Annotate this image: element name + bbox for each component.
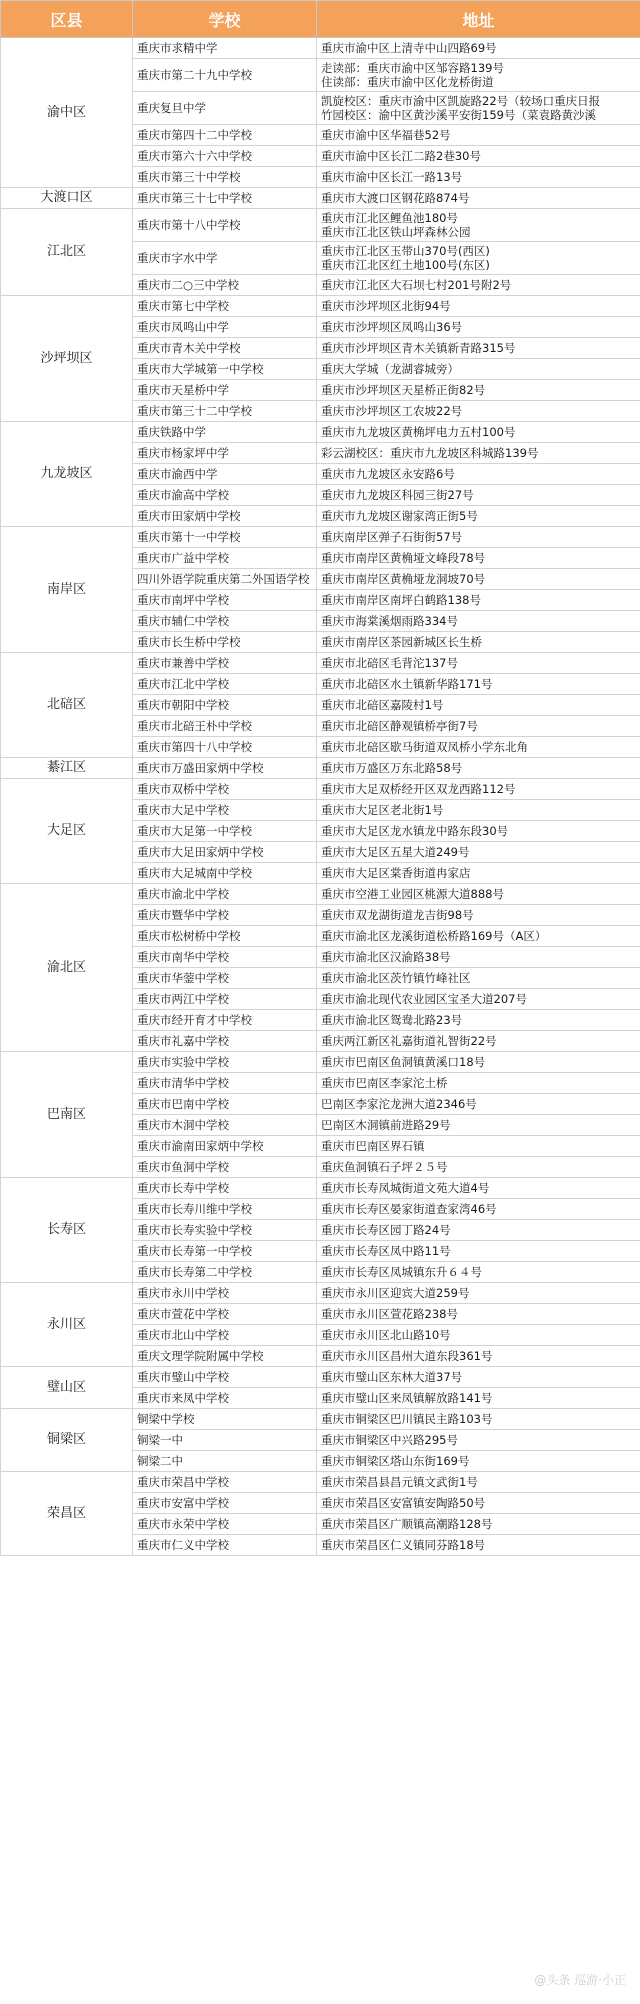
address-line: 重庆市荣昌区安富镇安陶路50号 — [321, 1496, 486, 1510]
address-cell — [317, 1472, 640, 1493]
address-line: 重庆市沙坪坝区北街94号 — [321, 299, 451, 313]
address-line: 重庆市沙坪坝区青木关镇新青路315号 — [321, 341, 516, 355]
district-cell: 綦江区 — [1, 758, 133, 779]
address-line: 重庆市渝北现代农业园区宝圣大道207号 — [321, 992, 527, 1006]
address-cell — [317, 338, 640, 359]
address-line: 重庆市长寿凤城街道文苑大道4号 — [321, 1181, 490, 1195]
table-row — [1, 653, 640, 674]
address-line: 重庆市沙坪坝区凤鸣山36号 — [321, 320, 463, 334]
district-cell: 渝中区 — [1, 38, 133, 188]
address-line: 走读部：重庆市渝中区邹容路139号 — [321, 61, 504, 75]
school-cell: 重庆市南华中学校 — [133, 947, 317, 968]
address-line: 重庆市江北区大石坝七村201号附2号 — [321, 278, 512, 292]
table-row — [1, 209, 640, 242]
school-cell: 重庆市仁义中学校 — [133, 1535, 317, 1556]
address-line: 重庆市北碚区歇马街道双凤桥小学东北角 — [321, 740, 528, 754]
school-cell: 重庆市第四十八中学校 — [133, 737, 317, 758]
school-cell: 重庆市第二十九中学校 — [133, 59, 317, 92]
address-cell — [317, 167, 640, 188]
address-line: 重庆市北碚区嘉陵村1号 — [321, 698, 444, 712]
address-cell — [317, 632, 640, 653]
table-row — [1, 422, 640, 443]
address-line: 巴南区木洞镇前进路29号 — [321, 1118, 451, 1132]
address-line: 凯旋校区：重庆市渝中区凯旋路22号（较场口重庆日报 — [321, 94, 601, 108]
address-line: 重庆市九龙坡区黄桷坪电力五村100号 — [321, 425, 516, 439]
school-cell: 重庆市永川中学校 — [133, 1283, 317, 1304]
address-line: 重庆大学城（龙湖睿城旁） — [321, 362, 459, 376]
address-cell — [317, 485, 640, 506]
address-cell — [317, 1073, 640, 1094]
school-cell: 重庆市萱花中学校 — [133, 1304, 317, 1325]
school-cell: 重庆市双桥中学校 — [133, 779, 317, 800]
school-cell: 重庆市渝北中学校 — [133, 884, 317, 905]
address-line: 重庆市巴南区界石镇 — [321, 1139, 425, 1153]
address-line: 重庆市璧山区来凤镇解放路141号 — [321, 1391, 493, 1405]
table-body — [1, 38, 640, 1556]
address-line: 重庆市铜梁区巴川镇民主路103号 — [321, 1412, 493, 1426]
school-cell: 重庆市第三十七中学校 — [133, 188, 317, 209]
school-cell: 重庆市礼嘉中学校 — [133, 1031, 317, 1052]
school-cell: 重庆市清华中学校 — [133, 1073, 317, 1094]
school-cell: 重庆文理学院附属中学校 — [133, 1346, 317, 1367]
address-cell — [317, 1451, 640, 1472]
address-cell — [317, 1241, 640, 1262]
address-cell — [317, 716, 640, 737]
school-cell: 重庆市第七中学校 — [133, 296, 317, 317]
school-cell: 铜梁一中 — [133, 1430, 317, 1451]
address-line: 重庆市九龙坡区谢家湾正街5号 — [321, 509, 478, 523]
school-cell: 重庆市广益中学校 — [133, 548, 317, 569]
school-cell: 重庆市暨华中学校 — [133, 905, 317, 926]
school-cell: 重庆市朝阳中学校 — [133, 695, 317, 716]
address-line: 重庆市北碚区水土镇新华路171号 — [321, 677, 493, 691]
address-cell — [317, 1283, 640, 1304]
address-cell — [317, 842, 640, 863]
address-line: 重庆市大足区棠香街道冉家店 — [321, 866, 471, 880]
school-cell: 重庆市渝高中学校 — [133, 485, 317, 506]
address-cell — [317, 380, 640, 401]
school-cell: 重庆市二○三中学校 — [133, 275, 317, 296]
address-cell — [317, 1493, 640, 1514]
address-cell — [317, 1346, 640, 1367]
table-row — [1, 1283, 640, 1304]
district-cell: 荣昌区 — [1, 1472, 133, 1556]
school-cell: 重庆市长寿第二中学校 — [133, 1262, 317, 1283]
address-cell — [317, 242, 640, 275]
school-cell: 重庆市长寿实验中学校 — [133, 1220, 317, 1241]
school-cell: 重庆市大足田家炳中学校 — [133, 842, 317, 863]
address-cell — [317, 125, 640, 146]
school-cell: 重庆市渝西中学 — [133, 464, 317, 485]
school-cell: 重庆市田家炳中学校 — [133, 506, 317, 527]
header-address: 地址 — [317, 1, 640, 38]
address-cell — [317, 968, 640, 989]
address-cell — [317, 1178, 640, 1199]
school-cell: 重庆市安富中学校 — [133, 1493, 317, 1514]
address-line: 重庆市渝中区长江二路2巷30号 — [321, 149, 481, 163]
address-cell — [317, 758, 640, 779]
school-cell: 重庆市天星桥中学 — [133, 380, 317, 401]
school-cell: 重庆市字水中学 — [133, 242, 317, 275]
address-line: 重庆鱼洞镇石子坪２５号 — [321, 1160, 448, 1174]
header-school: 学校 — [133, 1, 317, 38]
address-cell — [317, 695, 640, 716]
address-line: 重庆市铜梁区中兴路295号 — [321, 1433, 458, 1447]
address-line: 重庆市渝中区华福巷52号 — [321, 128, 451, 142]
address-cell — [317, 863, 640, 884]
school-cell: 重庆市北碚王朴中学校 — [133, 716, 317, 737]
address-line: 重庆市永川区萱花路238号 — [321, 1307, 458, 1321]
school-cell: 四川外语学院重庆第二外国语学校 — [133, 569, 317, 590]
address-cell — [317, 737, 640, 758]
address-cell — [317, 800, 640, 821]
address-line: 重庆市永川区迎宾大道259号 — [321, 1286, 470, 1300]
address-cell — [317, 1262, 640, 1283]
address-line: 重庆市长寿区凤中路11号 — [321, 1244, 451, 1258]
address-line: 重庆市荣昌区仁义镇同芬路18号 — [321, 1538, 486, 1552]
address-line: 重庆市江北区铁山坪森林公园 — [321, 225, 471, 239]
address-line: 重庆市巴南区李家沱土桥 — [321, 1076, 448, 1090]
district-cell: 沙坪坝区 — [1, 296, 133, 422]
address-line: 重庆市渝北区汉渝路38号 — [321, 950, 451, 964]
address-cell — [317, 1094, 640, 1115]
school-cell: 重庆市两江中学校 — [133, 989, 317, 1010]
school-cell: 重庆市长寿第一中学校 — [133, 1241, 317, 1262]
school-cell: 重庆市第三十二中学校 — [133, 401, 317, 422]
address-cell — [317, 209, 640, 242]
district-cell: 巴南区 — [1, 1052, 133, 1178]
school-cell: 重庆铁路中学 — [133, 422, 317, 443]
table-row — [1, 758, 640, 779]
address-cell — [317, 401, 640, 422]
district-cell: 南岸区 — [1, 527, 133, 653]
school-cell: 重庆市荣昌中学校 — [133, 1472, 317, 1493]
address-cell — [317, 821, 640, 842]
address-line: 重庆市九龙坡区永安路6号 — [321, 467, 455, 481]
district-cell: 北碚区 — [1, 653, 133, 758]
address-line: 重庆市铜梁区塔山东街169号 — [321, 1454, 470, 1468]
address-cell — [317, 1031, 640, 1052]
school-cell: 重庆市大足中学校 — [133, 800, 317, 821]
table-row — [1, 1367, 640, 1388]
school-cell: 重庆市万盛田家炳中学校 — [133, 758, 317, 779]
school-cell: 重庆市杨家坪中学 — [133, 443, 317, 464]
school-cell: 重庆市江北中学校 — [133, 674, 317, 695]
school-cell: 重庆市南坪中学校 — [133, 590, 317, 611]
address-line: 重庆南岸区弹子石街街57号 — [321, 530, 463, 544]
address-cell — [317, 569, 640, 590]
address-cell — [317, 59, 640, 92]
address-line: 住读部：重庆市渝中区化龙桥街道 — [321, 75, 494, 89]
address-cell — [317, 506, 640, 527]
table-row — [1, 884, 640, 905]
school-cell: 重庆市辅仁中学校 — [133, 611, 317, 632]
address-line: 重庆市大足双桥经开区双龙西路112号 — [321, 782, 516, 796]
school-cell: 重庆市长寿中学校 — [133, 1178, 317, 1199]
school-cell: 重庆市华蓥中学校 — [133, 968, 317, 989]
school-cell: 重庆市第三十中学校 — [133, 167, 317, 188]
address-line: 重庆两江新区礼嘉街道礼智街22号 — [321, 1034, 497, 1048]
table-row — [1, 38, 640, 59]
school-cell: 重庆市实验中学校 — [133, 1052, 317, 1073]
school-cell: 重庆市来凤中学校 — [133, 1388, 317, 1409]
address-cell — [317, 1136, 640, 1157]
address-line: 重庆市大渡口区钢花路874号 — [321, 191, 470, 205]
address-cell — [317, 359, 640, 380]
table-row — [1, 188, 640, 209]
address-cell — [317, 1325, 640, 1346]
address-line: 重庆市大足区五星大道249号 — [321, 845, 470, 859]
school-cell: 重庆市木洞中学校 — [133, 1115, 317, 1136]
school-cell: 重庆市永荣中学校 — [133, 1514, 317, 1535]
address-cell — [317, 1199, 640, 1220]
school-cell: 重庆市大足第一中学校 — [133, 821, 317, 842]
address-cell — [317, 38, 640, 59]
address-cell — [317, 611, 640, 632]
school-cell: 重庆市第十一中学校 — [133, 527, 317, 548]
address-cell — [317, 884, 640, 905]
address-cell — [317, 548, 640, 569]
school-cell: 重庆市鱼洞中学校 — [133, 1157, 317, 1178]
address-line: 重庆市九龙坡区科园三街27号 — [321, 488, 474, 502]
address-line: 重庆市渝北区龙溪街道松桥路169号（A区） — [321, 929, 547, 943]
address-line: 重庆市巴南区鱼洞镇黄溪口18号 — [321, 1055, 486, 1069]
address-line: 重庆市南岸区南坪白鹤路138号 — [321, 593, 481, 607]
address-cell — [317, 422, 640, 443]
address-line: 重庆市大足区龙水镇龙中路东段30号 — [321, 824, 509, 838]
address-line: 重庆市长寿区晏家街道查家湾46号 — [321, 1202, 497, 1216]
address-line: 重庆市渝中区上清寺中山四路69号 — [321, 41, 497, 55]
school-cell: 铜梁中学校 — [133, 1409, 317, 1430]
address-line: 重庆市长寿区凤城镇东升６４号 — [321, 1265, 482, 1279]
address-line: 重庆市璧山区东林大道37号 — [321, 1370, 463, 1384]
table-row — [1, 1178, 640, 1199]
school-cell: 重庆市凤鸣山中学 — [133, 317, 317, 338]
address-line: 重庆市大足区老北街1号 — [321, 803, 444, 817]
address-line: 重庆市海棠溪烟雨路334号 — [321, 614, 458, 628]
school-cell: 重庆市长生桥中学校 — [133, 632, 317, 653]
school-cell: 重庆市求精中学 — [133, 38, 317, 59]
school-cell: 重庆市第六十六中学校 — [133, 146, 317, 167]
address-cell — [317, 905, 640, 926]
table-header-row — [1, 1, 640, 38]
table-row — [1, 296, 640, 317]
address-cell — [317, 1367, 640, 1388]
address-cell — [317, 188, 640, 209]
school-cell: 重庆市大足城南中学校 — [133, 863, 317, 884]
address-cell — [317, 674, 640, 695]
school-cell: 重庆市大学城第一中学校 — [133, 359, 317, 380]
address-line: 彩云湖校区：重庆市九龙坡区科城路139号 — [321, 446, 539, 460]
address-cell — [317, 1388, 640, 1409]
school-cell: 重庆市第四十二中学校 — [133, 125, 317, 146]
address-line: 重庆市渝中区长江一路13号 — [321, 170, 463, 184]
address-line: 重庆市沙坪坝区天星桥正街82号 — [321, 383, 486, 397]
school-cell: 重庆市璧山中学校 — [133, 1367, 317, 1388]
address-cell — [317, 989, 640, 1010]
table-row — [1, 779, 640, 800]
address-line: 重庆市南岸区黄桷垭龙洞坡70号 — [321, 572, 486, 586]
school-cell: 铜梁二中 — [133, 1451, 317, 1472]
address-cell — [317, 92, 640, 125]
address-cell — [317, 296, 640, 317]
address-line: 重庆市江北区玉带山370号(西区) — [321, 244, 490, 258]
address-cell — [317, 779, 640, 800]
address-line: 重庆市北碚区毛背沱137号 — [321, 656, 458, 670]
table-row — [1, 1409, 640, 1430]
header-district: 区县 — [1, 1, 133, 38]
address-line: 重庆市永川区北山路10号 — [321, 1328, 451, 1342]
address-line: 重庆市空港工业园区桃源大道888号 — [321, 887, 504, 901]
address-cell — [317, 926, 640, 947]
address-line: 重庆市渝北区鸳鸯北路23号 — [321, 1013, 463, 1027]
address-cell — [317, 443, 640, 464]
address-line: 重庆市南岸区茶园新城区长生桥 — [321, 635, 482, 649]
address-line: 重庆市沙坪坝区工农坡22号 — [321, 404, 463, 418]
address-cell — [317, 1220, 640, 1241]
table-row — [1, 1472, 640, 1493]
address-cell — [317, 653, 640, 674]
address-cell — [317, 1157, 640, 1178]
district-cell: 九龙坡区 — [1, 422, 133, 527]
district-cell: 永川区 — [1, 1283, 133, 1367]
address-line: 重庆市江北区红土地100号(东区) — [321, 258, 490, 272]
address-line: 重庆市双龙湖街道龙吉街98号 — [321, 908, 474, 922]
address-cell — [317, 947, 640, 968]
address-line: 竹园校区：渝中区黄沙溪平安街159号（菜袁路黄沙溪 — [321, 108, 596, 122]
address-cell — [317, 1304, 640, 1325]
school-cell: 重庆市北山中学校 — [133, 1325, 317, 1346]
district-cell: 璧山区 — [1, 1367, 133, 1409]
address-cell — [317, 527, 640, 548]
district-cell: 渝北区 — [1, 884, 133, 1052]
address-cell — [317, 275, 640, 296]
district-cell: 大渡口区 — [1, 188, 133, 209]
address-cell — [317, 1535, 640, 1556]
school-cell: 重庆市兼善中学校 — [133, 653, 317, 674]
address-line: 重庆市南岸区黄桷垭文峰段78号 — [321, 551, 486, 565]
table-row — [1, 1052, 640, 1073]
address-line: 重庆市长寿区园丁路24号 — [321, 1223, 451, 1237]
school-cell: 重庆市渝南田家炳中学校 — [133, 1136, 317, 1157]
watermark-text: @头条 巡游·小正 — [534, 1973, 626, 1987]
school-cell: 重庆市青木关中学校 — [133, 338, 317, 359]
address-cell — [317, 1409, 640, 1430]
address-line: 重庆市荣昌县昌元镇文武街1号 — [321, 1475, 478, 1489]
address-line: 重庆市北碚区静观镇桥亭街7号 — [321, 719, 478, 733]
district-cell: 江北区 — [1, 209, 133, 296]
school-cell: 重庆市经开育才中学校 — [133, 1010, 317, 1031]
address-cell — [317, 1514, 640, 1535]
address-line: 重庆市永川区昌州大道东段361号 — [321, 1349, 493, 1363]
district-cell: 大足区 — [1, 779, 133, 884]
address-cell — [317, 1052, 640, 1073]
school-cell: 重庆市长寿川维中学校 — [133, 1199, 317, 1220]
address-line: 重庆市荣昌区广顺镇高潮路128号 — [321, 1517, 493, 1531]
address-cell — [317, 590, 640, 611]
address-cell — [317, 146, 640, 167]
address-line: 重庆市渝北区茨竹镇竹峰社区 — [321, 971, 471, 985]
address-line: 重庆市江北区鲤鱼池180号 — [321, 211, 458, 225]
school-cell: 重庆复旦中学 — [133, 92, 317, 125]
address-cell — [317, 317, 640, 338]
school-cell: 重庆市巴南中学校 — [133, 1094, 317, 1115]
school-cell: 重庆市第十八中学校 — [133, 209, 317, 242]
address-line: 巴南区李家沱龙洲大道2346号 — [321, 1097, 477, 1111]
district-cell: 铜梁区 — [1, 1409, 133, 1472]
address-cell — [317, 1430, 640, 1451]
table-row — [1, 527, 640, 548]
address-cell — [317, 1115, 640, 1136]
school-cell: 重庆市松树桥中学校 — [133, 926, 317, 947]
address-cell — [317, 1010, 640, 1031]
address-line: 重庆市万盛区万东北路58号 — [321, 761, 463, 775]
district-cell: 长寿区 — [1, 1178, 133, 1283]
address-cell — [317, 464, 640, 485]
